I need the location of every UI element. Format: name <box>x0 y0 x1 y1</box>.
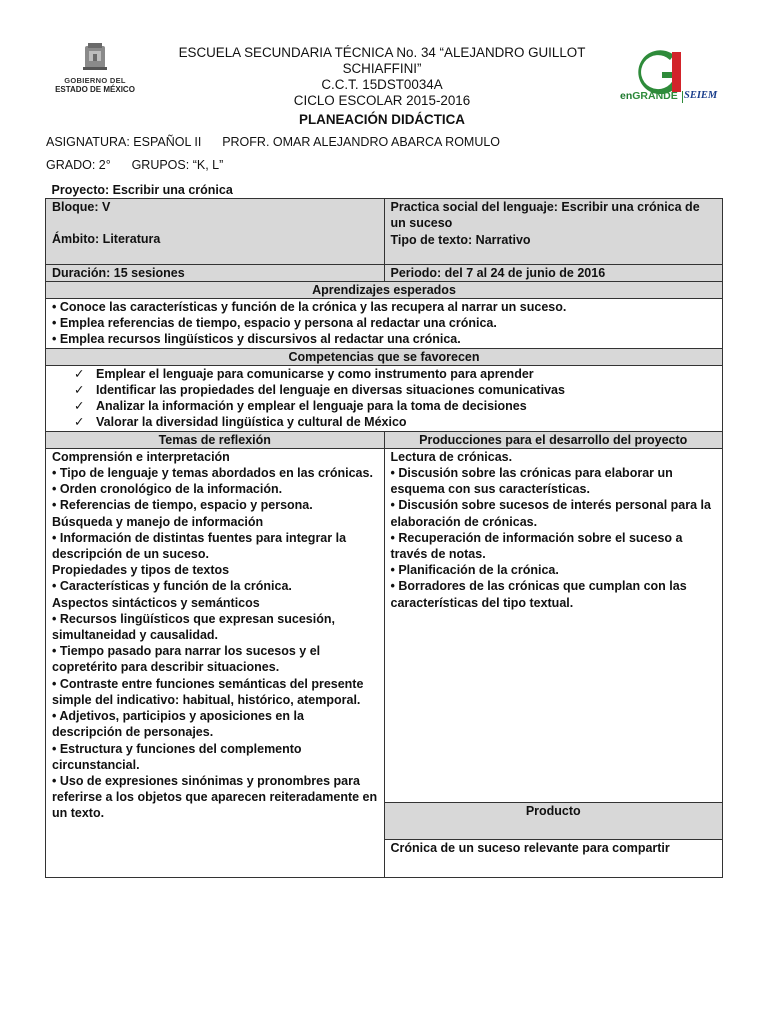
asignatura-profesor-line: ASIGNATURA: ESPAÑOL II PROFR. OMAR ALEJANDRO ABARCA ROMULO <box>46 135 501 149</box>
aprendizajes-cell <box>46 299 723 349</box>
temas-header: Temas de reflexión <box>46 431 385 448</box>
produccion-item: Lectura de crónicas. <box>390 449 513 464</box>
spacer <box>52 215 378 231</box>
produccion-item: • Discusión sobre las crónicas para elaborar un esquema con sus características. <box>390 466 673 497</box>
logo-divider <box>682 91 683 103</box>
tema-item: • Características y función de la crónica. <box>52 579 292 594</box>
tema-item: • Información de distintas fuentes para integrar la descripción de un suceso. <box>52 530 347 562</box>
produccion-item: • Discusión sobre sucesos de interés personal para la elaboración de crónicas. <box>390 498 711 529</box>
tema-item: Aspectos sintácticos y semánticos <box>52 595 260 610</box>
spacer <box>52 248 378 264</box>
engrande-grande: GRANDE <box>632 90 678 102</box>
document-title: PLANEACIÓN DIDÁCTICA <box>299 112 465 127</box>
engrande-seiem-logo <box>614 50 726 110</box>
state-seal-icon <box>78 40 112 74</box>
bloque-ambito-cell <box>46 199 385 264</box>
school-cct: C.C.T. 15DST0034A <box>321 77 443 92</box>
school-ciclo: CICLO ESCOLAR 2015-2016 <box>293 93 471 108</box>
gobierno-estado-mexico-logo <box>44 40 146 98</box>
tema-item: Comprensión e interpretación <box>52 449 230 464</box>
school-name-line1: ESCUELA SECUNDARIA TÉCNICA No. 34 “ALEJANDRO GUILLOT <box>178 45 586 60</box>
produccion-item: • Planificación de la crónica. <box>390 563 559 578</box>
competencia-item: ✓ Emplear el lenguaje para comunicarse y como instrumento para aprender <box>74 366 716 382</box>
planeacion-table <box>45 182 723 878</box>
aprendizajes-header: Aprendizajes esperados <box>46 281 723 298</box>
produccion-item: • Recuperación de información sobre el suceso a través de notas. <box>390 530 683 562</box>
seiem-wordmark: SEIEM <box>684 90 718 101</box>
tema-item: • Recursos lingüísticos que expresan sucesión, simultaneidad y causalidad. <box>52 611 335 643</box>
aprendizaje-item: • Emplea recursos lingüísticos y discursivos al redactar una crónica. <box>52 332 461 347</box>
tema-item: • Contraste entre funciones semánticas del presente simple del indicativo: habitual, histórico, atemporal. <box>52 676 364 707</box>
engrande-wordmark <box>620 90 678 102</box>
proyecto-cell: Proyecto: Escribir una crónica <box>51 183 233 197</box>
tema-item: • Tipo de lenguaje y temas abordados en las crónicas. <box>52 466 373 481</box>
tema-item: • Tiempo pasado para narrar los sucesos y el copretérito para describir situaciones. <box>52 644 321 675</box>
competencia-item: ✓ Identificar las propiedades del lenguaje en diversas situaciones comunicativas <box>74 382 716 398</box>
school-name-line2: SCHIAFFINI” <box>342 61 422 76</box>
tema-item: • Referencias de tiempo, espacio y persona. <box>52 498 313 513</box>
g-logo-icon <box>636 50 684 94</box>
logo-left-line2: ESTADO DE MÉXICO <box>55 85 135 94</box>
competencia-item: ✓ Analizar la información y emplear el lenguaje para la toma de decisiones <box>74 398 716 414</box>
producto-header: Producto <box>384 803 723 840</box>
producto-cell: Crónica de un suceso relevante para compartir <box>384 840 723 877</box>
produccion-item: • Borradores de las crónicas que cumplan con las características del tipo textual. <box>390 579 687 610</box>
producciones-cell <box>384 448 723 802</box>
school-header <box>160 45 604 109</box>
tipo-texto-label: Tipo de texto: Narrativo <box>390 232 531 247</box>
tema-item: • Orden cronológico de la información. <box>52 482 283 497</box>
grado-grupos-line: GRADO: 2° GRUPOS: “K, L” <box>46 158 224 172</box>
tema-item: • Adjetivos, participios y aposiciones en la descripción de personajes. <box>52 709 304 740</box>
ambito-label: Ámbito: Literatura <box>52 232 161 247</box>
duracion-cell: Duración: 15 sesiones <box>46 264 385 281</box>
tema-item: Búsqueda y manejo de información <box>52 514 264 529</box>
competencias-header: Competencias que se favorecen <box>46 348 723 365</box>
engrande-en: en <box>620 90 633 102</box>
competencias-cell <box>46 365 723 431</box>
temas-cell <box>46 448 385 877</box>
logo-left-line1: GOBIERNO DEL <box>64 76 126 85</box>
competencias-list <box>52 366 716 431</box>
tema-item: Propiedades y tipos de textos <box>52 563 230 578</box>
producciones-header: Producciones para el desarrollo del proyecto <box>384 431 723 448</box>
aprendizaje-item: • Conoce las características y función de la crónica y las recupera al narrar un suceso. <box>52 300 567 315</box>
competencia-item: ✓ Valorar la diversidad lingüística y cultural de México <box>74 414 716 430</box>
bloque-label: Bloque: V <box>52 200 111 215</box>
practica-social-label: Practica social del lenguaje: Escribir una crónica de un suceso <box>390 200 700 231</box>
practica-tipo-cell <box>384 199 723 264</box>
aprendizaje-item: • Emplea referencias de tiempo, espacio y persona al redactar una crónica. <box>52 316 497 331</box>
tema-item: • Uso de expresiones sinónimas y pronombres para referirse a los objetos que aparecen reiteradamente en un texto. <box>52 773 378 821</box>
tema-item: • Estructura y funciones del complemento circunstancial. <box>52 741 302 772</box>
periodo-cell: Periodo: del 7 al 24 de junio de 2016 <box>384 264 723 281</box>
